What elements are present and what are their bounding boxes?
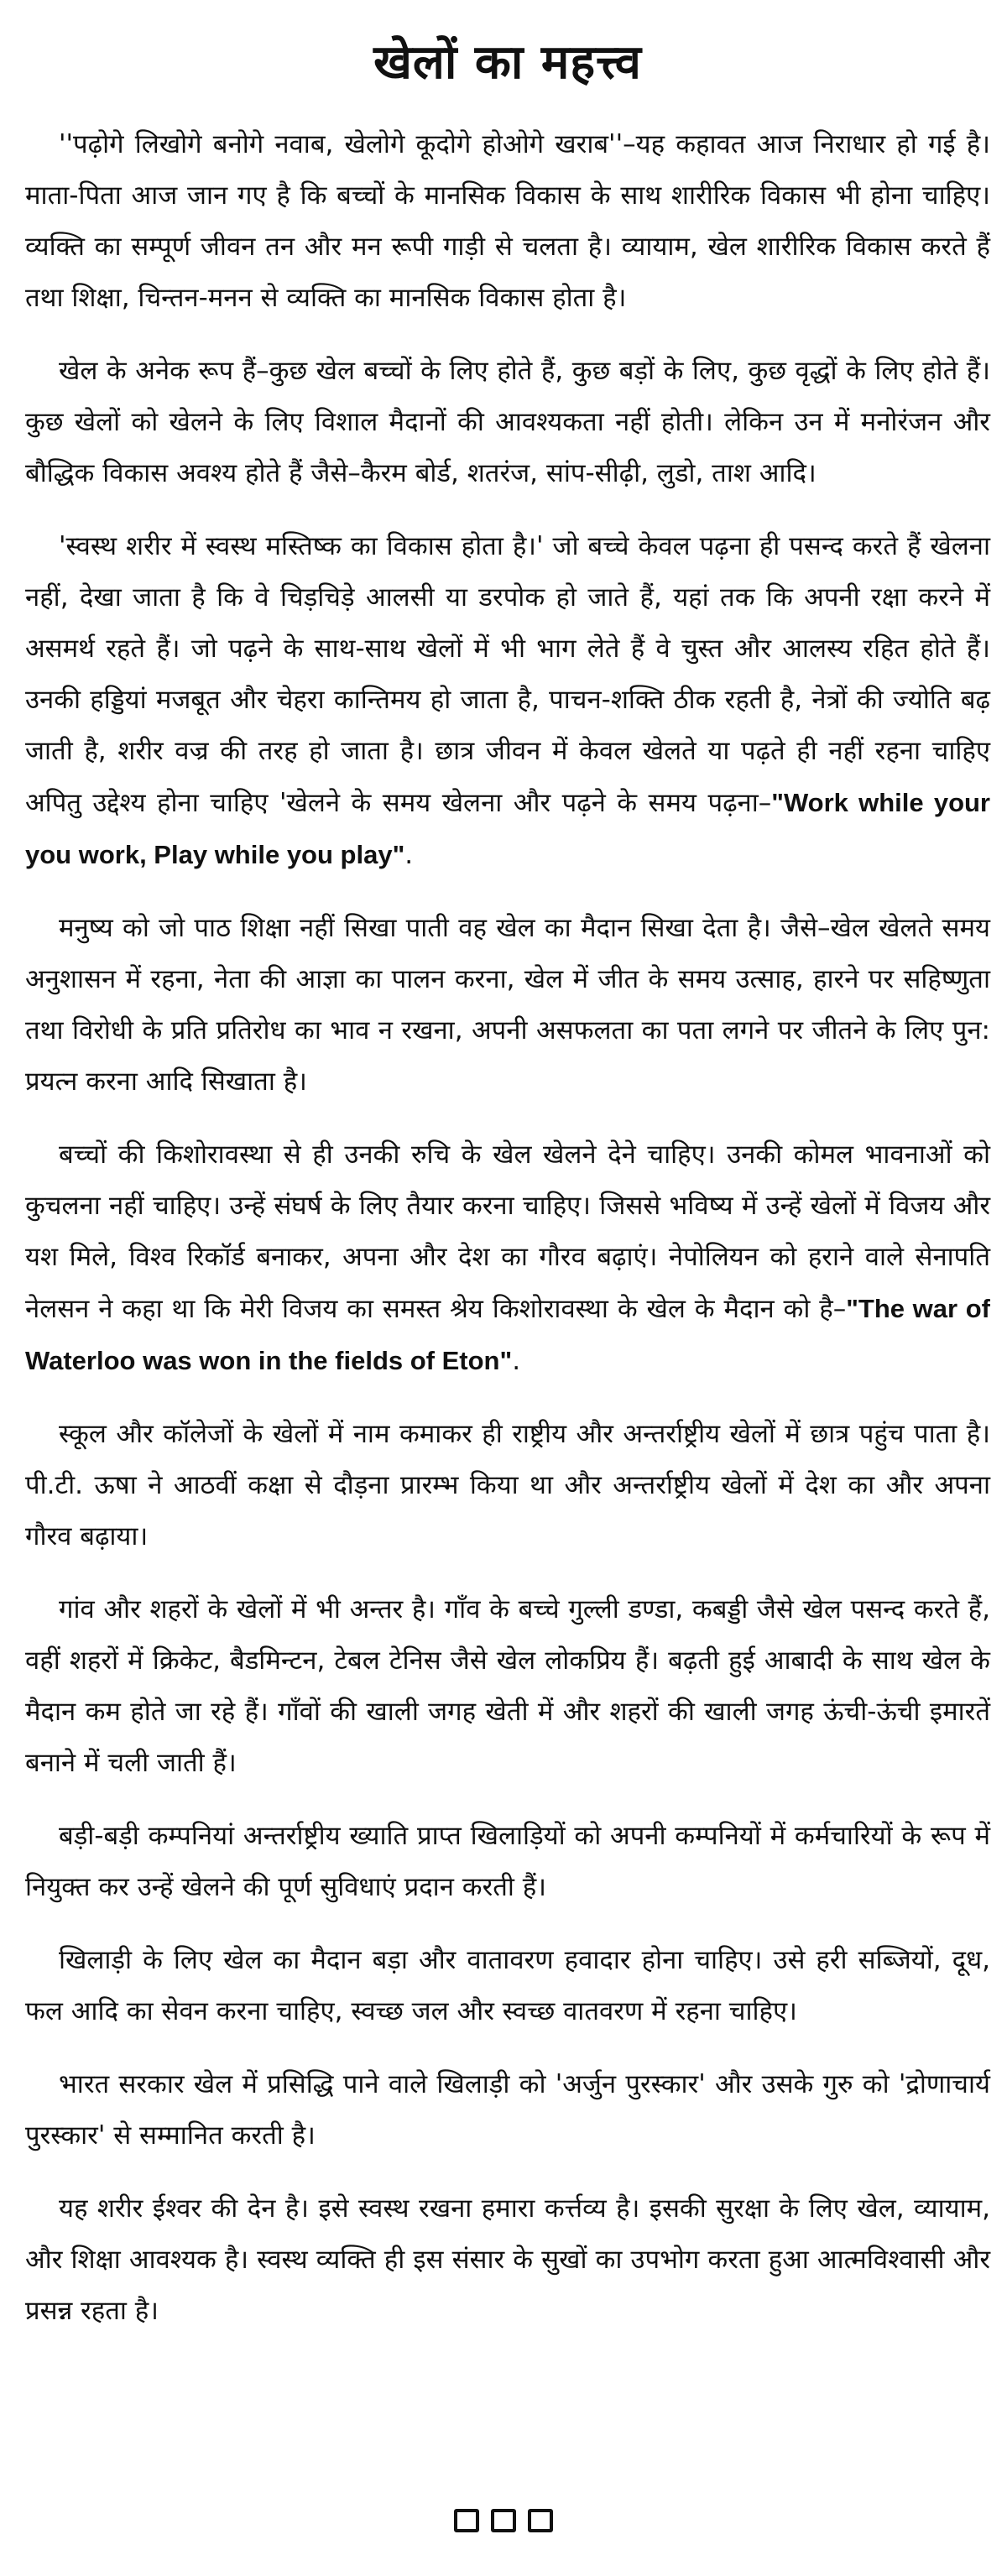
paragraph-9 — [25, 1935, 990, 2037]
paragraph-10 — [25, 2059, 990, 2161]
end-box-icon — [528, 2509, 553, 2532]
essay-body — [25, 119, 990, 2337]
paragraph-2 — [25, 346, 990, 499]
paragraph-5 — [25, 1129, 990, 1387]
paragraph-tail: . — [512, 1346, 521, 1376]
paragraph-1 — [25, 119, 990, 324]
paragraph-3 — [25, 521, 990, 881]
paragraph-8 — [25, 1811, 990, 1913]
paragraph-text: ''पढ़ोगे लिखोगे बनोगे नवाब, खेलोगे कूदोगे होओगे खराब''–यह कहावत आज निराधार हो गई है। माता-पिता आज जान गए है कि बच्चों के मानसिक विकास के साथ शारीरिक विकास भी होना चाहिए। व्यक्ति का सम्पूर्ण जीवन तन और मन रूपी गाड़ी से चलता है। व्यायाम, खेल शारीरिक विकास करते हैं तथा शिक्षा, चिन्तन-मनन से व्यक्ति का मानसिक विकास होता है। — [25, 129, 990, 313]
paragraph-text: स्कूल और कॉलेजों के खेलों में नाम कमाकर ही राष्ट्रीय और अन्तर्राष्ट्रीय खेलों में छात्र पहुंच पाता है। पी.टी. ऊषा ने आठवीं कक्षा से दौड़ना प्रारम्भ किया था और अन्तर्राष्ट्रीय खेलों में देश का और अपना गौरव बढ़ाया। — [25, 1419, 990, 1551]
end-box-icon — [454, 2509, 479, 2532]
paragraph-text: गांव और शहरों के खेलों में भी अन्तर है। गाँव के बच्चे गुल्ली डण्डा, कबड्डी जैसे खेल पसन्द करते हैं, वहीं शहरों में क्रिकेट, बैडमिन्टन, टेबल टेनिस जैसे खेल लोकप्रिय हैं। बढ़ती हुई आबादी के साथ खेल के मैदान कम होते जा रहे हैं। गाँवों की खाली जगह खेती में और शहरों की खाली जगह ऊंची-ऊंची इमारतें बनाने में चली जाती हैं। — [25, 1594, 990, 1778]
english-quote: "The war of Waterloo was won in the fields of Eton" — [25, 1294, 990, 1375]
english-quote: "Work while your you work, Play while you play" — [25, 788, 990, 869]
paragraph-text: 'स्वस्थ शरीर में स्वस्थ मस्तिष्क का विकास होता है।' जो बच्चे केवल पढ़ना ही पसन्द करते हैं खेलना नहीं, देखा जाता है कि वे चिड़चिड़े आलसी या डरपोक हो जाते हैं, यहां तक कि अपनी रक्षा करने में असमर्थ रहते हैं। जो पढ़ने के साथ-साथ खेलों में भी भाग लेते हैं वे चुस्त और आलस्य रहित होते हैं। उनकी हड्डियां मजबूत और चेहरा कान्तिमय हो जाता है, पाचन-शक्ति ठीक रहती है, नेत्रों की ज्योति बढ़ जाती है, शरीर वज्र की तरह हो जाता है। छात्र जीवन में केवल खेलते या पढ़ते ही नहीं रहना चाहिए अपितु उद्देश्य होना चाहिए 'खेलने के समय खेलना और पढ़ने के समय पढ़ना– — [25, 531, 990, 818]
end-box-icon — [491, 2509, 516, 2532]
paragraph-text: यह शरीर ईश्वर की देन है। इसे स्वस्थ रखना हमारा कर्त्तव्य है। इसकी सुरक्षा के लिए खेल, व्यायाम, और शिक्षा आवश्यक है। स्वस्थ व्यक्ति ही इस संसार के सुखों का उपभोग करता हुआ आत्मविश्वासी और प्रसन्न रहता है। — [25, 2193, 990, 2326]
paragraph-4 — [25, 903, 990, 1108]
paragraph-text: भारत सरकार खेल में प्रसिद्धि पाने वाले खिलाड़ी को 'अर्जुन पुरस्कार' और उसके गुरु को 'द्रोणाचार्य पुरस्कार' से सम्मानित करती है। — [25, 2069, 990, 2151]
paragraph-7 — [25, 1584, 990, 1789]
end-of-essay-marks — [0, 2509, 1007, 2532]
paragraph-text: खिलाड़ी के लिए खेल का मैदान बड़ा और वातावरण हवादार होना चाहिए। उसे हरी सब्जियों, दूध, फल आदि का सेवन करना चाहिए, स्वच्छ जल और स्वच्छ वातवरण में रहना चाहिए। — [25, 1945, 990, 2026]
paragraph-text: बच्चों की किशोरावस्था से ही उनकी रुचि के खेल खेलने देने चाहिए। उनकी कोमल भावनाओं को कुचलना नहीं चाहिए। उन्हें संघर्ष के लिए तैयार करना चाहिए। जिससे भविष्य में उन्हें खेलों में विजय और यश मिले, विश्व रिकॉर्ड बनाकर, अपना और देश का गौरव बढ़ाएं। नेपोलियन को हराने वाले सेनापति नेलसन ने कहा था कि मेरी विजय का समस्त श्रेय किशोरावस्था के खेल के मैदान को है– — [25, 1139, 990, 1324]
paragraph-text: बड़ी-बड़ी कम्पनियां अन्तर्राष्ट्रीय ख्याति प्राप्त खिलाड़ियों को अपनी कम्पनियों में कर्मचारियों के रूप में नियुक्त कर उन्हें खेलने की पूर्ण सुविधाएं प्रदान करती हैं। — [25, 1821, 990, 1902]
paragraph-6 — [25, 1409, 990, 1562]
paragraph-text: मनुष्य को जो पाठ शिक्षा नहीं सिखा पाती वह खेल का मैदान सिखा देता है। जैसे–खेल खेलते समय अनुशासन में रहना, नेता की आज्ञा का पालन करना, खेल में जीत के समय उत्साह, हारने पर सहिष्णुता तथा विरोधी के प्रति प्रतिरोध का भाव न रखना, अपनी असफलता का पता लगने पर जीतने के लिए पुन: प्रयत्न करना आदि सिखाता है। — [25, 913, 990, 1097]
paragraph-11 — [25, 2183, 990, 2337]
paragraph-tail: . — [404, 840, 414, 870]
essay-title: खेलों का महत्त्व — [373, 35, 642, 90]
paragraph-text: खेल के अनेक रूप हैं–कुछ खेल बच्चों के लिए होते हैं, कुछ बड़ों के लिए, कुछ वृद्धों के लिए होते हैं। कुछ खेलों को खेलने के लिए विशाल मैदानों की आवश्यकता नहीं होती। लेकिन उन में मनोरंजन और बौद्धिक विकास अवश्य होते हैं जैसे–कैरम बोर्ड, शतरंज, सांप-सीढ़ी, लुडो, ताश आदि। — [25, 356, 990, 488]
